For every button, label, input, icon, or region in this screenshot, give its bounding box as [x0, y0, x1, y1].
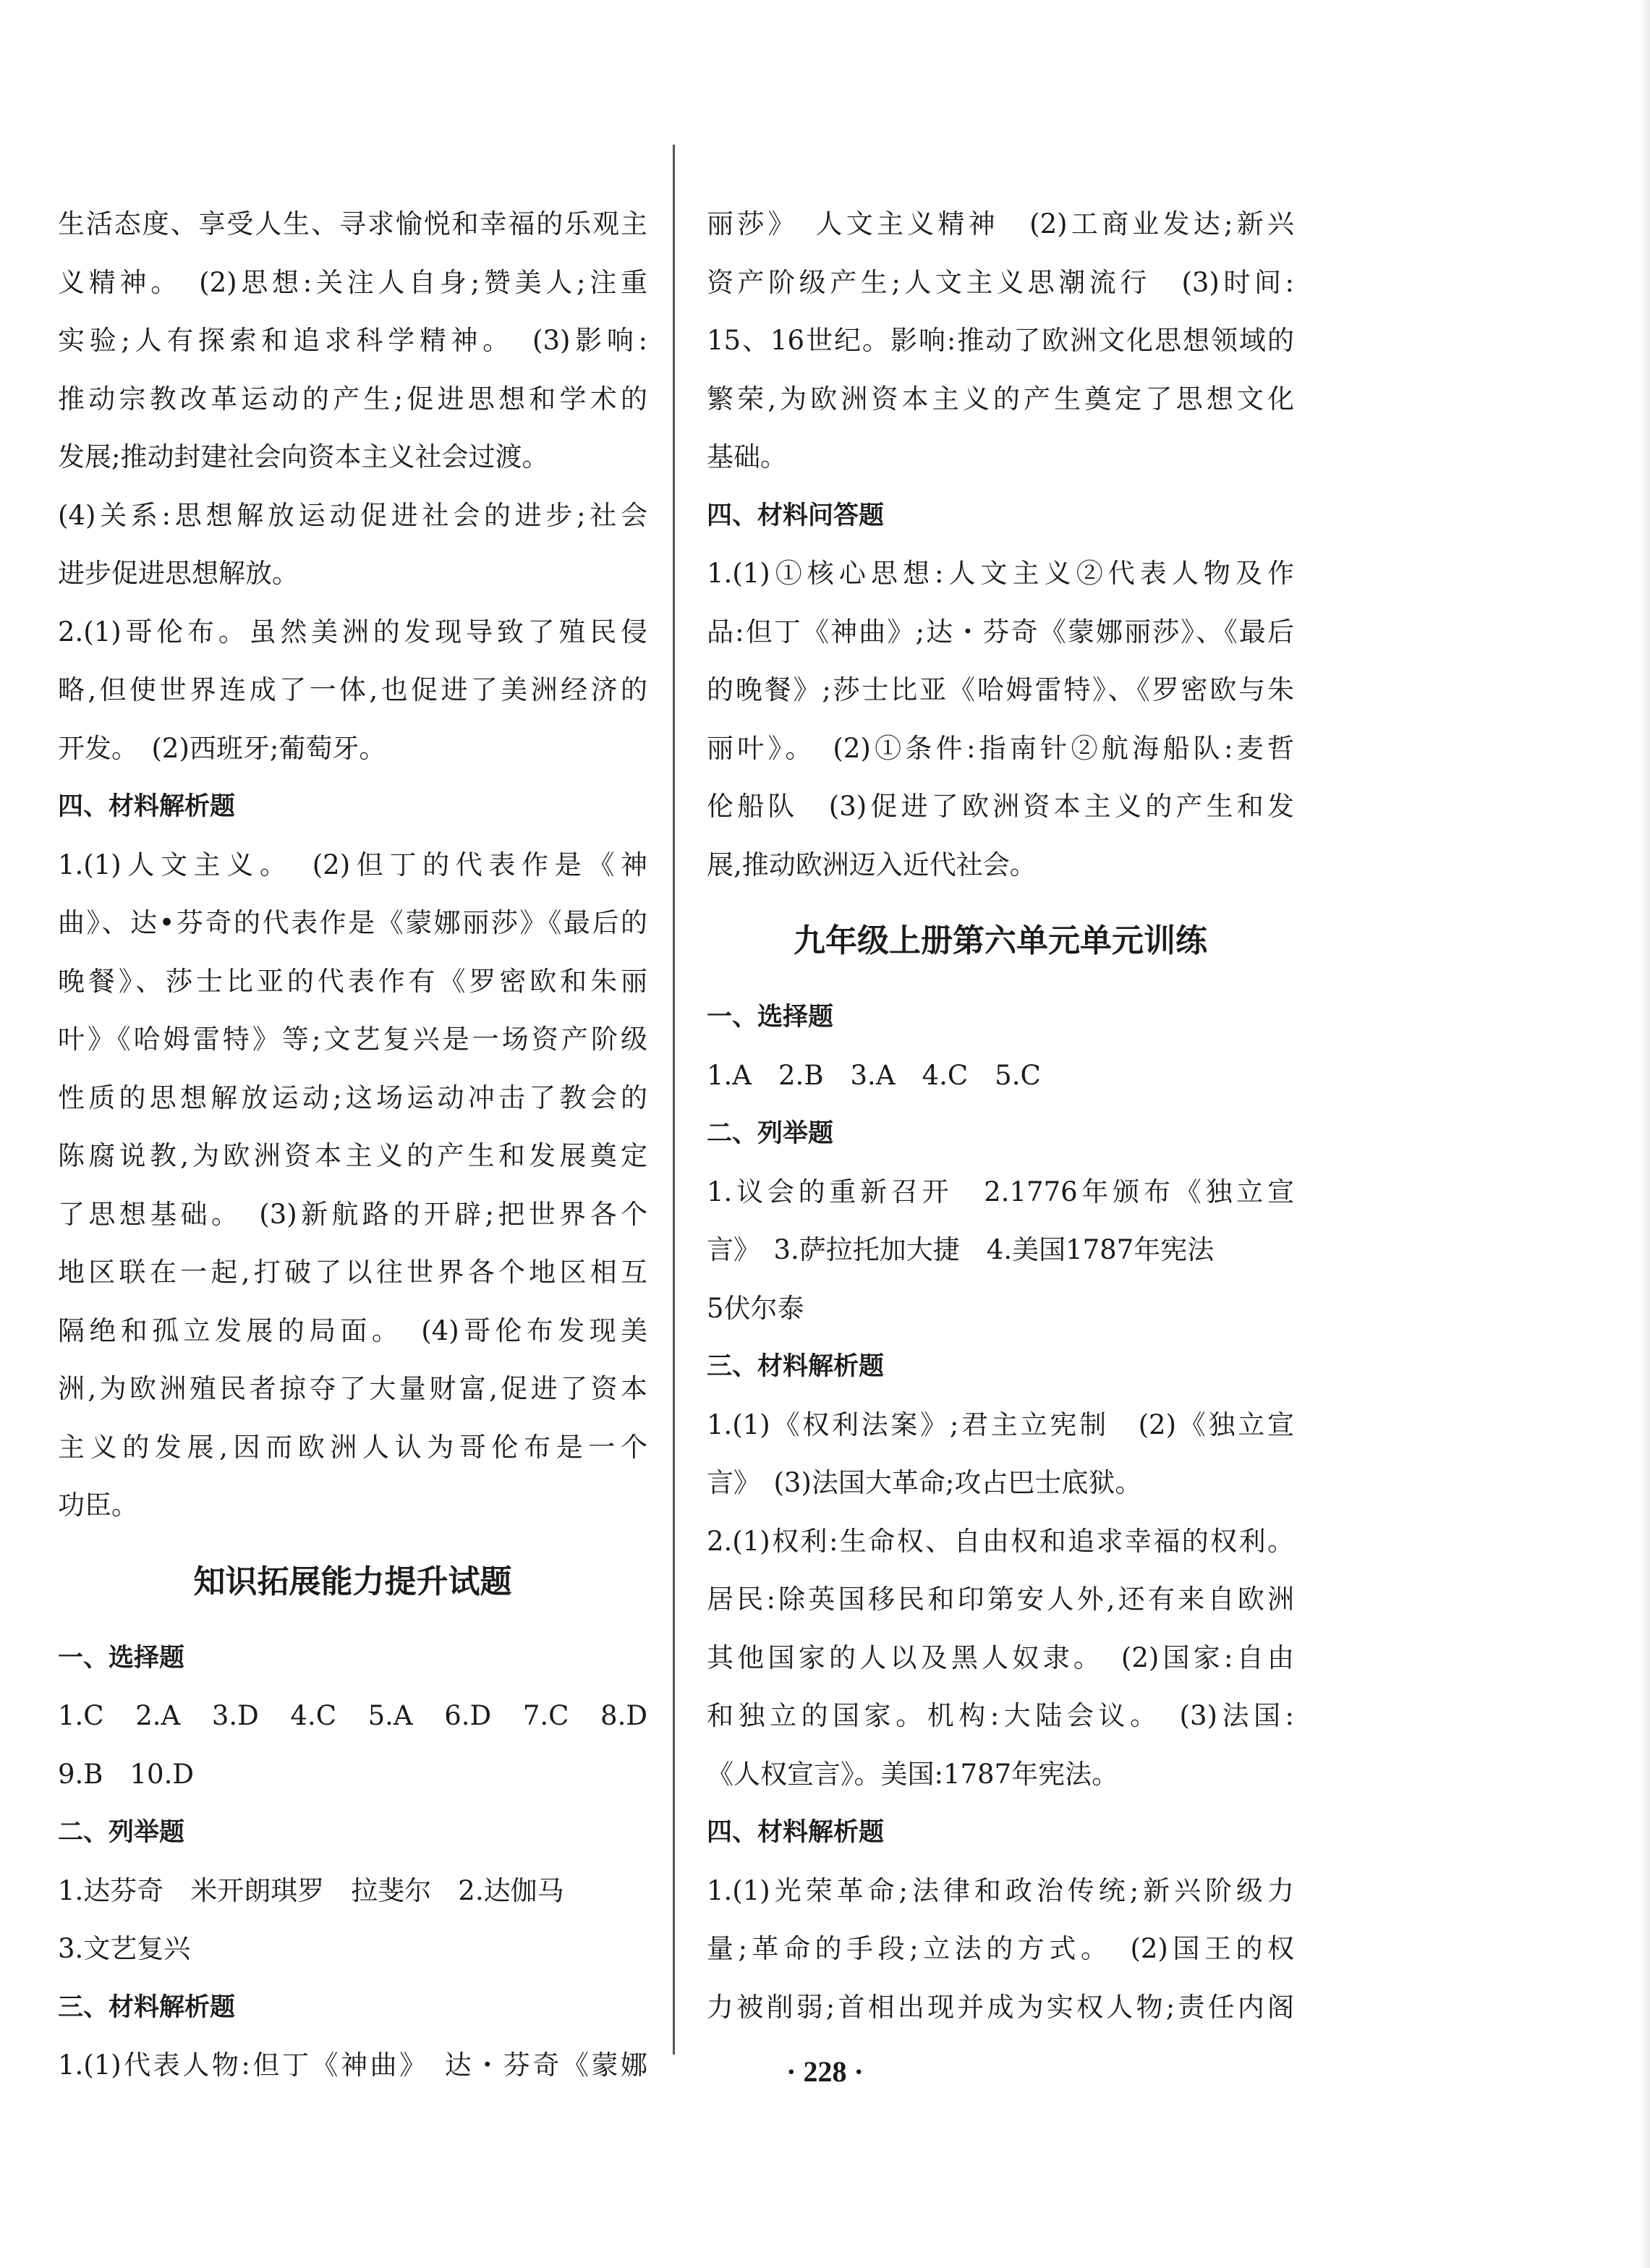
page-edge-shadow: [1640, 0, 1650, 2268]
answer-line: 略,但使世界连成了一体,也促进了美洲经济的: [58, 674, 647, 705]
column-divider: [673, 145, 675, 2055]
section-title: 知识拓展能力提升试题: [193, 1563, 512, 1600]
answer-line: (4)关系:思想解放运动促进社会的进步;社会: [58, 499, 647, 531]
answer-line: 2.(1)权利:生命权、自由权和追求幸福的权利。: [707, 1525, 1294, 1557]
answer-line: 资产阶级产生;人文主义思潮流行 (3)时间:: [707, 266, 1294, 298]
answer-line: 言》 3.萨拉托加大捷 4.美国1787年宪法: [707, 1234, 1215, 1265]
answer-line: 1.(1)光荣革命;法律和政治传统;新兴阶级力: [707, 1874, 1294, 1906]
left-column: [58, 195, 647, 2095]
answer-line: 1.(1)代表人物:但丁《神曲》 达・芬奇《蒙娜: [58, 2050, 647, 2081]
answer-line: 5伏尔泰: [707, 1292, 804, 1324]
answer-line: 洲,为欧洲殖民者掠夺了大量财富,促进了资本: [58, 1373, 647, 1404]
answer-line: 陈腐说教,为欧洲资本主义的产生和发展奠定: [58, 1140, 647, 1171]
question-type-heading: 四、材料解析题: [58, 792, 236, 821]
right-column: [707, 195, 1294, 2036]
answer-line: 丽莎》 人文主义精神 (2)工商业发达;新兴: [707, 208, 1294, 239]
answer-line: 1.C 2.A 3.D 4.C 5.A 6.D 7.C 8.D: [58, 1700, 647, 1731]
answer-line: 《人权宣言》。美国:1787年宪法。: [707, 1758, 1119, 1790]
answer-line: 1.议会的重新召开 2.1776年颁布《独立宣: [707, 1176, 1294, 1207]
answer-line: 品:但丁《神曲》;达・芬奇《蒙娜丽莎》、《最后: [707, 616, 1294, 647]
answer-line: 基础。: [707, 441, 787, 472]
answer-line: 9.B 10.D: [58, 1758, 194, 1790]
answer-line: 其他国家的人以及黑人奴隶。 (2)国家:自由: [707, 1641, 1294, 1673]
answer-line: 晚餐》、莎士比亚的代表作有《罗密欧和朱丽: [58, 965, 647, 997]
section-title: 九年级上册第六单元单元训练: [794, 922, 1207, 959]
answer-line: 1.A 2.B 3.A 4.C 5.C: [707, 1059, 1041, 1091]
answer-line: 了思想基础。 (3)新航路的开辟;把世界各个: [58, 1198, 647, 1230]
answer-line: 曲》、达•芬奇的代表作是《蒙娜丽莎》《最后的: [58, 907, 647, 938]
question-type-heading: 二、列举题: [707, 1119, 834, 1148]
answer-line: 2.(1)哥伦布。虽然美洲的发现导致了殖民侵: [58, 616, 647, 647]
answer-line: 和独立的国家。机构:大陆会议。 (3)法国:: [707, 1700, 1294, 1731]
answer-line: 生活态度、享受人生、寻求愉悦和幸福的乐观主: [58, 208, 647, 239]
answer-line: 性质的思想解放运动;这场运动冲击了教会的: [58, 1082, 647, 1113]
question-type-heading: 四、材料问答题: [707, 501, 885, 530]
answer-line: 言》 (3)法国大革命;攻占巴士底狱。: [707, 1467, 1142, 1498]
answer-line: 1.(1)《权利法案》;君主立宪制 (2)《独立宣: [707, 1409, 1294, 1440]
answer-line: 3.文艺复兴: [58, 1933, 191, 1964]
answer-line: 发展;推动封建社会向资本主义社会过渡。: [58, 441, 549, 472]
answer-line: 实验;人有探索和追求科学精神。 (3)影响:: [58, 325, 647, 356]
answer-line: 15、16世纪。影响:推动了欧洲文化思想领域的: [707, 325, 1294, 356]
answer-line: 隔绝和孤立发展的局面。 (4)哥伦布发现美: [58, 1314, 647, 1346]
answer-line: 量;革命的手段;立法的方式。 (2)国王的权: [707, 1933, 1294, 1964]
answer-line: 1.(1)①核心思想:人文主义②代表人物及作: [707, 558, 1294, 589]
answer-line: 1.达芬奇 米开朗琪罗 拉斐尔 2.达伽马: [58, 1874, 564, 1906]
page-number: · 228 ·: [786, 2055, 864, 2088]
question-type-heading: 一、选择题: [58, 1643, 185, 1673]
answer-line: 居民:除英国移民和印第安人外,还有来自欧洲: [707, 1584, 1294, 1615]
answer-line: 力被削弱;首相出现并成为实权人物;责任内阁: [707, 1991, 1294, 2023]
question-type-heading: 二、列举题: [58, 1818, 185, 1847]
answer-line: 展,推动欧洲迈入近代社会。: [707, 849, 1037, 880]
question-type-heading: 三、材料解析题: [58, 1992, 236, 2022]
answer-line: 开发。 (2)西班牙;葡萄牙。: [58, 732, 386, 764]
answer-line: 功臣。: [58, 1490, 138, 1521]
question-type-heading: 三、材料解析题: [707, 1352, 885, 1381]
answer-line: 伦船队 (3)促进了欧洲资本主义的产生和发: [707, 791, 1294, 822]
answer-line: 繁荣,为欧洲资本主义的产生奠定了思想文化: [707, 383, 1294, 415]
answer-line: 1.(1)人文主义。 (2)但丁的代表作是《神: [58, 849, 647, 880]
question-type-heading: 四、材料解析题: [707, 1818, 885, 1847]
answer-line: 进步促进思想解放。: [58, 558, 299, 589]
answer-line: 地区联在一起,打破了以往世界各个地区相互: [58, 1257, 647, 1288]
answer-line: 义精神。 (2)思想:关注人自身;赞美人;注重: [58, 266, 647, 298]
answer-line: 推动宗教改革运动的产生;促进思想和学术的: [58, 383, 647, 415]
answer-line: 的晚餐》;莎士比亚《哈姆雷特》、《罗密欧与朱: [707, 674, 1294, 705]
question-type-heading: 一、选择题: [707, 1003, 834, 1032]
answer-line: 叶》《哈姆雷特》等;文艺复兴是一场资产阶级: [58, 1024, 647, 1055]
answer-line: 丽叶》。 (2)①条件:指南针②航海船队:麦哲: [707, 732, 1294, 764]
answer-line: 主义的发展,因而欧洲人认为哥伦布是一个: [58, 1431, 647, 1463]
